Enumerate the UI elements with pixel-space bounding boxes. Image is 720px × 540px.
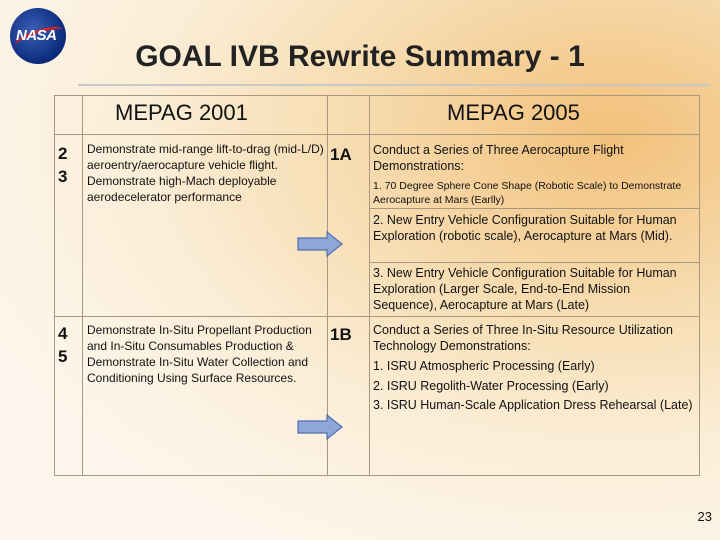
row-divider: [54, 316, 699, 317]
item-divider: [369, 262, 699, 263]
mepag-2005-heading: Conduct a Series of Three In-Situ Resource Utilization Technology Demonstrations:: [373, 323, 673, 353]
column-header-2005: MEPAG 2005: [447, 100, 580, 125]
demonstration-item: 3. New Entry Vehicle Configuration Suitable for Human Exploration (Larger Scale, End-to-End Mission Sequence), Aerocapture at Mars (Late): [373, 266, 677, 312]
goal-reference: 1A: [330, 145, 352, 164]
demonstration-item: 3. ISRU Human-Scale Application Dress Rehearsal (Late): [373, 398, 693, 412]
goal-number: 5: [58, 347, 68, 366]
mepag-2001-goal-text: Demonstrate mid-range lift-to-drag (mid-L/D) aeroentry/aerocapture vehicle flight. Demonstrate high-Mach deployable aerodecelerator performance: [87, 142, 324, 204]
item-divider: [369, 208, 699, 209]
demonstration-item: 1. 70 Degree Sphere Cone Shape (Robotic Scale) to Demonstrate Aerocapture at Mars (Earlly): [373, 180, 682, 206]
title-divider: [78, 84, 710, 86]
goal-number: 4: [58, 324, 68, 343]
demonstration-item: 2. New Entry Vehicle Configuration Suitable for Human Exploration (robotic scale), Aerocapture at Mars (Mid).: [373, 213, 677, 243]
goal-column-divider: [82, 95, 83, 475]
mepag-2005-heading: Conduct a Series of Three Aerocapture Flight Demonstrations:: [373, 143, 624, 173]
mepag-2001-goal-text: Demonstrate In-Situ Propellant Production and In-Situ Consumables Production & Demonstrate In-Situ Water Collection and Conditioning Using Surface Resources.: [87, 323, 312, 385]
demonstration-item: 2. ISRU Regolith-Water Processing (Early): [373, 379, 609, 393]
page-title: GOAL IVB Rewrite Summary - 1: [135, 40, 585, 73]
column-header-2001: MEPAG 2001: [115, 100, 248, 125]
goal-number: 2: [58, 144, 68, 163]
right-arrow-icon: [297, 231, 343, 257]
ref-column-divider: [369, 95, 370, 475]
right-arrow-icon: [297, 414, 343, 440]
goal-number: 3: [58, 167, 68, 186]
page-number: 23: [697, 509, 712, 524]
demonstration-item: 1. ISRU Atmospheric Processing (Early): [373, 359, 595, 373]
logo-text: NASA: [16, 27, 57, 44]
goal-reference: 1B: [330, 325, 352, 344]
header-row-divider: [54, 134, 699, 135]
